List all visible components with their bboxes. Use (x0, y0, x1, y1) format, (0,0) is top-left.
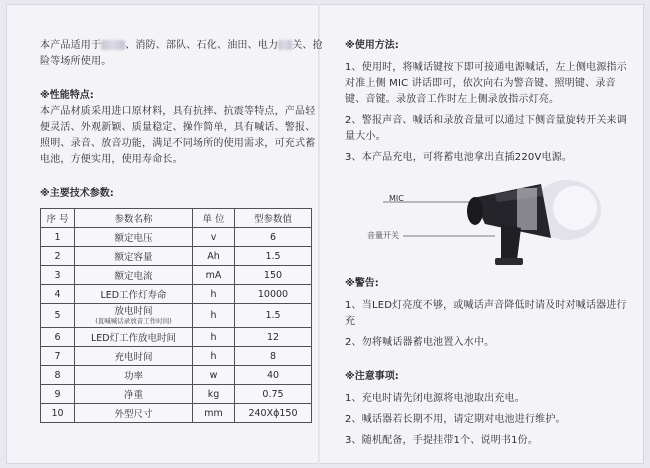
redacted-mark (278, 40, 292, 50)
spec-value (235, 328, 312, 347)
spec-table-row (41, 347, 312, 366)
spec-name (75, 228, 193, 247)
features-text: 本产品材质采用进口原材料，具有抗摔、抗震等特点，产品轻便灵活、外观新颖、质量稳定、操作简单，具有喊话、警报、照明、录音、放音功能，满足不同场所的使用需求，可充式蓄电池，方便实用，使用寿命长。 (40, 106, 316, 165)
warning-list (345, 298, 635, 351)
spec-no-text: 9 (54, 388, 61, 400)
spec-table-row (41, 304, 312, 328)
spec-table-body (41, 228, 312, 423)
usage-title: ※使用方法: (345, 40, 399, 51)
spec-value (235, 285, 312, 304)
spec-no-text: 8 (54, 369, 61, 381)
warning-item: 1、当LED灯亮度不够，或喊话声音降低时请及时对喊话器进行充 (345, 300, 627, 327)
spec-value-text: 12 (266, 331, 280, 343)
spec-value-text: 240Xϕ150 (248, 407, 298, 419)
spec-value-text: 40 (266, 369, 280, 381)
spec-unit (193, 328, 235, 347)
spec-value-text: 6 (269, 231, 277, 243)
spec-no-text: 1 (54, 231, 61, 243)
specs-title: ※主要技术参数: (40, 188, 114, 199)
usage-item: 2、警报声音、喊话和录放音量可以通过下侧音量旋转开关来调量大小。 (345, 115, 627, 142)
spec-name (75, 347, 193, 366)
spec-unit (193, 247, 235, 266)
spec-no (41, 247, 75, 266)
spec-value-text: 8 (269, 350, 277, 362)
notes-list (345, 391, 635, 449)
spec-no-text: 3 (54, 269, 61, 281)
device-illustration (345, 180, 635, 268)
mic-label: MIC (389, 194, 404, 203)
spec-name-text: 额定容量 (114, 252, 153, 263)
spec-value-text: 1.5 (265, 250, 281, 262)
notes-item: 1、充电时请先闭电源将电池取出充电。 (345, 393, 525, 404)
notes-item: 2、喊话器若长期不用，请定期对电池进行维护。 (345, 414, 566, 425)
spec-name-text: LED灯工作放电时间 (90, 333, 177, 344)
spec-no (41, 385, 75, 404)
intro-paragraph (40, 38, 325, 70)
intro-text-3: 关、抢 (292, 40, 323, 51)
intro-text-2: 、消防、部队、石化、油田、电力 (125, 40, 279, 51)
header-name: 参数名称 (75, 209, 193, 228)
spec-no (41, 328, 75, 347)
spec-value (235, 228, 312, 247)
spec-name-text: 额定电流 (114, 271, 153, 282)
notes-title: ※注意事项: (345, 371, 399, 382)
usage-list (345, 60, 635, 166)
intro-text-4: 险等场所使用。 (40, 56, 112, 67)
spec-unit (193, 366, 235, 385)
warning-title: ※警告: (345, 278, 379, 289)
spec-no (41, 285, 75, 304)
spec-table-header (41, 209, 312, 228)
spec-name (75, 247, 193, 266)
spec-value (235, 404, 312, 423)
spec-unit-text: h (210, 310, 217, 321)
spec-table (40, 208, 312, 423)
spec-no-text: 4 (54, 288, 61, 300)
right-column (345, 38, 635, 454)
spec-unit (193, 404, 235, 423)
spec-no (41, 266, 75, 285)
spec-value-text: 10000 (257, 288, 289, 300)
spec-name (75, 285, 193, 304)
spec-unit-text: w (209, 369, 218, 381)
spec-no (41, 228, 75, 247)
spec-name-text: 额定电压 (114, 233, 153, 244)
spec-no (41, 366, 75, 385)
spec-table-row (41, 404, 312, 423)
spec-table-row (41, 328, 312, 347)
header-unit: 单 位 (193, 209, 235, 228)
spec-name-text: 功率 (123, 371, 143, 382)
spec-name (75, 385, 193, 404)
spec-name-text: 净重 (123, 390, 143, 401)
spec-value (235, 385, 312, 404)
volume-switch-label: 音量开关 (367, 231, 399, 240)
spec-unit (193, 385, 235, 404)
spec-unit (193, 347, 235, 366)
spec-unit (193, 228, 235, 247)
spec-name-text: LED工作灯寿命 (100, 290, 167, 301)
redacted-mark (101, 40, 125, 50)
spec-unit (193, 266, 235, 285)
spec-table-row (41, 385, 312, 404)
spec-note: (直喊喊话录放音工作时间) (95, 316, 172, 325)
spec-name-text: 外型尺寸 (114, 409, 153, 420)
spec-unit (193, 285, 235, 304)
spec-name-text: 充电时间 (114, 352, 153, 363)
spec-unit-text: h (210, 331, 217, 343)
features-title: ※性能特点: (40, 90, 94, 101)
spec-value-text: 1.5 (265, 310, 281, 321)
spec-unit-text: kg (207, 388, 220, 400)
spec-table-row (41, 228, 312, 247)
spec-no-text: 7 (54, 350, 61, 362)
spec-unit-text: h (210, 350, 217, 362)
spec-name (75, 328, 193, 347)
spec-table-row (41, 247, 312, 266)
left-column (40, 38, 325, 423)
warning-item: 2、勿将喊话器蓄电池置入水中。 (345, 337, 495, 348)
spec-unit (193, 304, 235, 328)
spec-no (41, 347, 75, 366)
spec-value (235, 247, 312, 266)
spec-unit-text: mm (204, 407, 223, 419)
usage-item: 3、本产品充电，可将蓄电池拿出直插220V电源。 (345, 152, 573, 163)
spec-name (75, 366, 193, 385)
intro-text-1: 本产品适用于 (40, 40, 102, 51)
spec-name-text: 放电时间 (114, 305, 153, 317)
spec-unit-text: Ah (207, 250, 220, 262)
spec-no-text: 10 (51, 407, 64, 419)
spec-name (75, 404, 193, 423)
spec-unit-text: v (210, 231, 217, 243)
spec-no (41, 304, 75, 328)
spec-table-row (41, 266, 312, 285)
spec-value-text: 0.75 (262, 388, 284, 400)
spec-value (235, 347, 312, 366)
spec-value-text: 150 (263, 269, 283, 281)
spec-unit-text: h (210, 288, 217, 300)
spec-name (75, 266, 193, 285)
header-no: 序 号 (41, 209, 75, 228)
spec-table-row (41, 285, 312, 304)
spec-no-text: 5 (54, 310, 61, 321)
spec-no (41, 404, 75, 423)
notes-item: 3、随机配备，手提挂带1个、说明书1份。 (345, 435, 539, 446)
spec-no-text: 2 (54, 250, 61, 262)
spec-value (235, 366, 312, 385)
spec-name (75, 304, 193, 328)
usage-item: 1、使用时，将喊话键按下即可接通电源喊话，左上侧电源指示对准上侧 MIC 讲话即可，依次向右为警音键、照明键、录音键、音键。录放音工作时左上侧录放指示灯亮。 (345, 62, 627, 105)
spec-value (235, 266, 312, 285)
spec-table-row (41, 366, 312, 385)
spec-value (235, 304, 312, 328)
spec-no-text: 6 (54, 331, 61, 343)
spec-unit-text: mA (205, 269, 222, 281)
header-value: 型参数值 (235, 209, 312, 228)
